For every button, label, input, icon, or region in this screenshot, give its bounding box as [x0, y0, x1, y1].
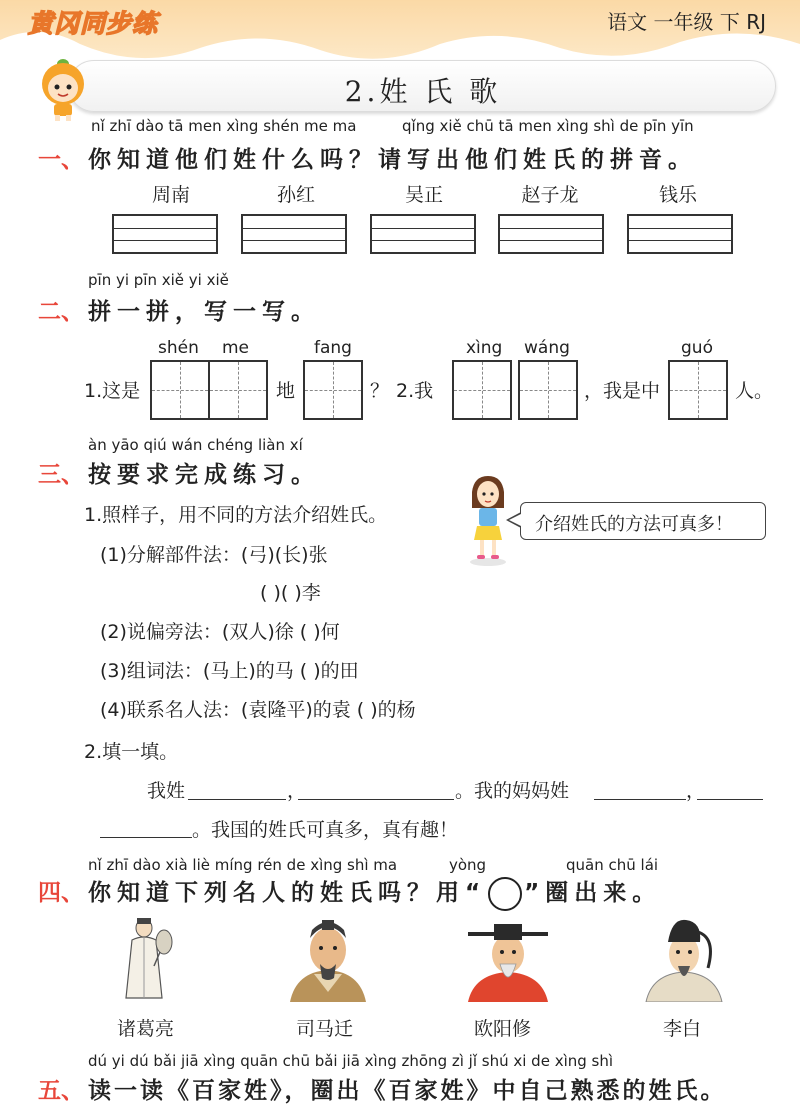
sentence-1-end: ？ — [370, 380, 390, 402]
q3-sub1: 1.照样子，用不同的方法介绍姓氏。 — [84, 504, 388, 526]
person-name[interactable]: 欧阳修 — [474, 1018, 532, 1040]
pinyin-hint: shén — [158, 338, 199, 358]
q3-sub2: 2.填一填。 — [84, 741, 179, 763]
q4-text — [88, 874, 661, 911]
q5-pinyin: dú yi dú bǎi jiā xìng quān chū bǎi jiā xìng zhōng zì jǐ shú xi de xìng shì — [88, 1052, 614, 1070]
fill-blank[interactable] — [188, 798, 286, 800]
fill-blank[interactable] — [697, 798, 763, 800]
girl-illustration-icon — [466, 474, 510, 568]
character-grid[interactable] — [208, 360, 268, 420]
fill-blank[interactable] — [298, 798, 454, 800]
fill-line-1-a: 我姓 — [147, 780, 186, 802]
character-grid[interactable] — [518, 360, 578, 420]
q2-text: 拼一拼，写一写。 — [88, 299, 320, 325]
character-grid[interactable] — [303, 360, 363, 420]
q4-pinyin-right: quān chū lái — [566, 856, 659, 874]
person-name[interactable]: 司马迁 — [296, 1018, 354, 1040]
fill-line-2: 。我国的姓氏可真多，真有趣！ — [192, 819, 459, 841]
pinyin-writing-box[interactable] — [498, 214, 604, 254]
pinyin-hint: me — [222, 338, 250, 358]
pinyin-hint: xìng — [466, 338, 503, 358]
name-label: 孙红 — [276, 184, 315, 206]
speech-text: 介绍姓氏的方法可真多！ — [535, 514, 733, 535]
name-label: 吴正 — [404, 184, 443, 206]
fill-line-1-b: ， — [287, 780, 307, 802]
name-label: 周南 — [151, 184, 190, 206]
pinyin-hint: guó — [681, 338, 713, 358]
pinyin-hint: fang — [314, 338, 352, 358]
q5-text: 读一读《百家姓》，圈出《百家姓》中自己熟悉的姓氏。 — [88, 1078, 727, 1104]
mascot-icon — [34, 56, 92, 122]
title-banner — [68, 60, 776, 112]
q3-pinyin: àn yāo qiú wán chéng liàn xí — [88, 436, 303, 454]
method-3[interactable]: (3)组词法：(马上)的马 ( )的田 — [100, 660, 359, 682]
character-grid[interactable] — [452, 360, 512, 420]
pinyin-writing-box[interactable] — [627, 214, 733, 254]
speech-bubble — [520, 502, 766, 540]
method-1: (1)分解部件法：(弓)(长)张 — [100, 544, 328, 566]
sentence-2-prefix: 2.我 — [396, 380, 434, 402]
fill-blank[interactable] — [100, 836, 192, 838]
q4-number: 四、 — [38, 880, 84, 906]
fill-blank[interactable] — [594, 798, 686, 800]
name-label: 钱乐 — [658, 184, 697, 206]
q4-text-a: 你知道下列名人的姓氏吗？用“ — [88, 880, 487, 906]
subject-label: 语文 一年级 下 RJ — [607, 10, 766, 34]
circle-icon — [488, 877, 522, 911]
speech-bubble-tail-inner — [509, 514, 521, 526]
q1-pinyin-left: nǐ zhī dào tā men xìng shén me ma — [91, 117, 357, 135]
q3-number: 三、 — [38, 462, 84, 488]
sima-qian-portrait-icon — [286, 916, 370, 1002]
fill-line-1-c: 。我的妈妈姓 — [455, 780, 570, 802]
character-grid[interactable] — [668, 360, 728, 420]
sentence-1-prefix: 1.这是 — [84, 380, 141, 402]
ouyang-xiu-portrait-icon — [466, 916, 550, 1002]
q4-text-b: ”圈出来。 — [524, 880, 662, 906]
person-name[interactable]: 李白 — [663, 1018, 702, 1040]
sentence-2-middle: ，我是中 — [584, 380, 661, 402]
brand-logo: 黄冈同步练 — [28, 9, 159, 38]
q3-text: 按要求完成练习。 — [88, 462, 320, 488]
sentence-1-middle: 地 — [276, 380, 296, 402]
q1-number: 一、 — [38, 147, 84, 173]
fill-line-1-d: ， — [686, 780, 706, 802]
q2-number: 二、 — [38, 299, 84, 325]
sentence-2-end: 人。 — [735, 380, 774, 402]
zhuge-liang-portrait-icon — [120, 916, 176, 1002]
li-bai-portrait-icon — [642, 916, 726, 1002]
q1-pinyin-right: qǐng xiě chū tā men xìng shì de pīn yīn — [402, 117, 694, 135]
page-title: 2.姓 氏 歌 — [344, 75, 502, 108]
name-label: 赵子龙 — [521, 184, 579, 206]
pinyin-writing-box[interactable] — [241, 214, 347, 254]
person-name[interactable]: 诸葛亮 — [117, 1018, 175, 1040]
method-2[interactable]: (2)说偏旁法：(双人)徐 ( )何 — [100, 621, 340, 643]
q4-pinyin-left: nǐ zhī dào xià liè míng rén de xìng shì ma — [88, 856, 398, 874]
q5-number: 五、 — [38, 1078, 84, 1104]
q4-pinyin-mid: yòng — [449, 856, 487, 874]
method-4[interactable]: (4)联系名人法：(袁隆平)的袁 ( )的杨 — [100, 699, 416, 721]
q2-pinyin: pīn yi pīn xiě yi xiě — [88, 271, 229, 289]
pinyin-writing-box[interactable] — [112, 214, 218, 254]
pinyin-hint: wáng — [524, 338, 570, 358]
method-1-answer[interactable]: ( )( )李 — [260, 582, 321, 604]
q1-text: 你知道他们姓什么吗？请写出他们姓氏的拼音。 — [88, 147, 697, 173]
pinyin-writing-box[interactable] — [370, 214, 476, 254]
character-grid[interactable] — [150, 360, 210, 420]
